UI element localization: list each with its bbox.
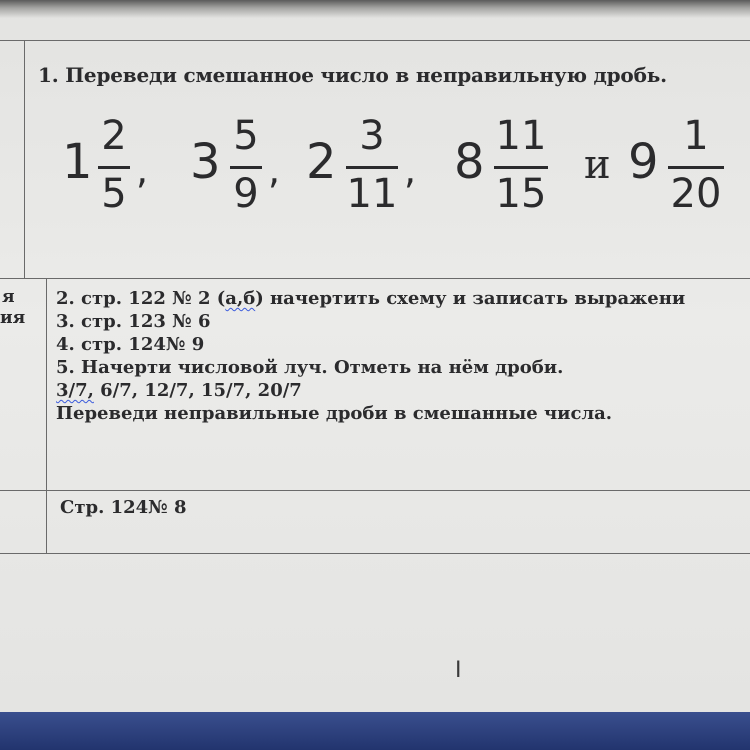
table-border-left-row1 xyxy=(24,40,25,278)
table-border-row1-bottom xyxy=(0,278,750,279)
fraction xyxy=(224,112,268,224)
whole-part: 8 xyxy=(454,134,485,190)
left-column-fragment: я xyxy=(2,287,15,307)
homework-item: 5. Начерти числовой луч. Отметь на нём дроби. xyxy=(56,357,564,378)
numerator: 5 xyxy=(233,113,259,159)
and-word: и xyxy=(584,142,611,188)
homework-item: 3. стр. 123 № 6 xyxy=(56,311,211,332)
fraction-bar xyxy=(668,166,724,169)
numerator: 1 xyxy=(683,113,709,159)
homework-item: 4. стр. 124№ 9 xyxy=(56,334,205,355)
whole-part: 2 xyxy=(306,134,337,190)
homework-item: 2. стр. 122 № 2 (а,б) начертить схему и записать выражени xyxy=(56,288,686,309)
whole-part: 9 xyxy=(628,134,659,190)
homework-list xyxy=(56,287,750,425)
numerator: 2 xyxy=(101,113,127,159)
mixed-numbers-row xyxy=(62,112,742,224)
comma: , xyxy=(404,148,417,192)
comma: , xyxy=(136,148,149,192)
fraction xyxy=(340,112,404,224)
screen-bottom-edge xyxy=(0,712,750,750)
fraction xyxy=(488,112,554,224)
comma: , xyxy=(268,148,281,192)
fraction xyxy=(92,112,136,224)
numerator: 3 xyxy=(359,113,385,159)
numerator: 11 xyxy=(495,113,547,159)
denominator: 11 xyxy=(346,171,398,217)
homework-item: 3/7, 6/7, 12/7, 15/7, 20/7 xyxy=(56,380,302,401)
homework-item: Переведи неправильные дроби в смешанные числа. xyxy=(56,403,613,424)
fraction-bar xyxy=(230,166,262,169)
denominator: 9 xyxy=(233,171,259,217)
table-border-row2-bottom xyxy=(0,490,750,491)
fraction-bar xyxy=(346,166,398,169)
whole-part: 3 xyxy=(190,134,221,190)
whole-part: 1 xyxy=(62,134,93,190)
left-column-fragment: ия xyxy=(0,308,26,328)
fraction xyxy=(662,112,730,224)
denominator: 5 xyxy=(101,171,127,217)
table-border-top xyxy=(0,40,750,41)
table-border-row3-bottom xyxy=(0,553,750,554)
top-shadow xyxy=(0,0,750,18)
row3-text: Стр. 124№ 8 xyxy=(60,497,187,518)
denominator: 20 xyxy=(670,171,722,217)
spellcheck-marked-text: а,б xyxy=(225,288,256,309)
text-cursor-icon: I xyxy=(455,658,462,683)
fraction-bar xyxy=(98,166,130,169)
denominator: 15 xyxy=(495,171,547,217)
fraction-bar xyxy=(494,166,548,169)
task1-title: 1. Переведи смешанное число в неправильную дробь. xyxy=(38,63,667,87)
spellcheck-marked-text: 3/7, xyxy=(56,380,94,401)
table-column-divider xyxy=(46,278,47,554)
